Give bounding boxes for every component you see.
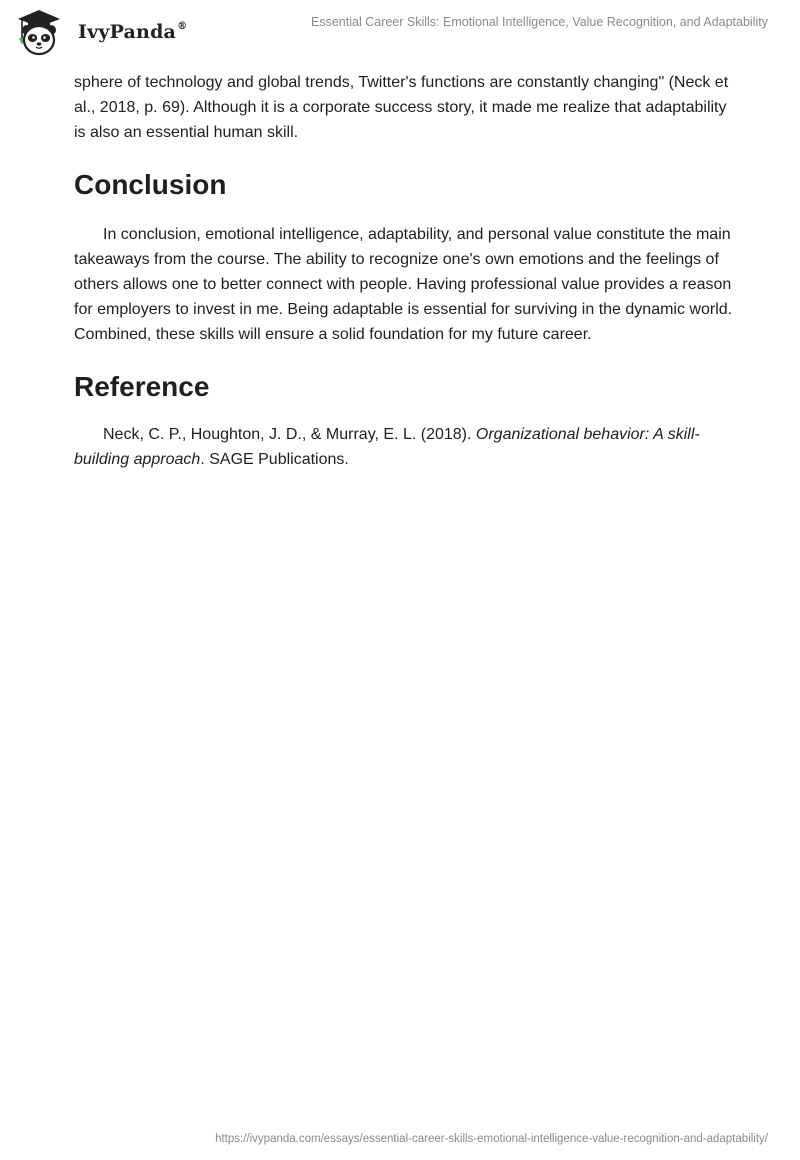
brand-logo[interactable] [14,8,204,58]
registered-mark: ® [177,20,188,32]
conclusion-paragraph: In conclusion, emotional intelligence, adaptability, and personal value constitute the main takeaways from the course. The ability to recognize one's own emotions and the feelings of others allows one to better connect with people. Having professional value provides a reason for employers to invest in me. Being adaptable is essential for surviving in the dynamic world. Combined, these skills will ensure a solid foundation for my future career. [74,226,733,343]
brand-name: IvyPanda® [78,20,188,43]
reference-title: Organizational behavior: A skill-building approach [74,426,700,468]
essay-content [74,70,734,472]
conclusion-heading: Conclusion [74,169,227,200]
reference-heading: Reference [74,371,210,402]
document-title: Essential Career Skills: Emotional Intelligence, Value Recognition, and Adaptability [311,15,768,29]
page-header [0,0,800,64]
reference-publisher: . SAGE Publications. [200,451,349,468]
footer-url[interactable]: https://ivypanda.com/essays/essential-career-skills-emotional-intelligence-value-recognition-and-adaptability/ [215,1133,768,1145]
reference-entry [74,422,734,472]
carryover-paragraph: sphere of technology and global trends, Twitter's functions are constantly changing" (Neck et al., 2018, p. 69). Although it is a corporate success story, it made me realize that adaptability is also an essential human skill. [74,74,729,141]
reference-authors: Neck, C. P., Houghton, J. D., & Murray, E. L. (2018). [103,426,476,443]
panda-graduation-cap-icon [14,8,64,58]
